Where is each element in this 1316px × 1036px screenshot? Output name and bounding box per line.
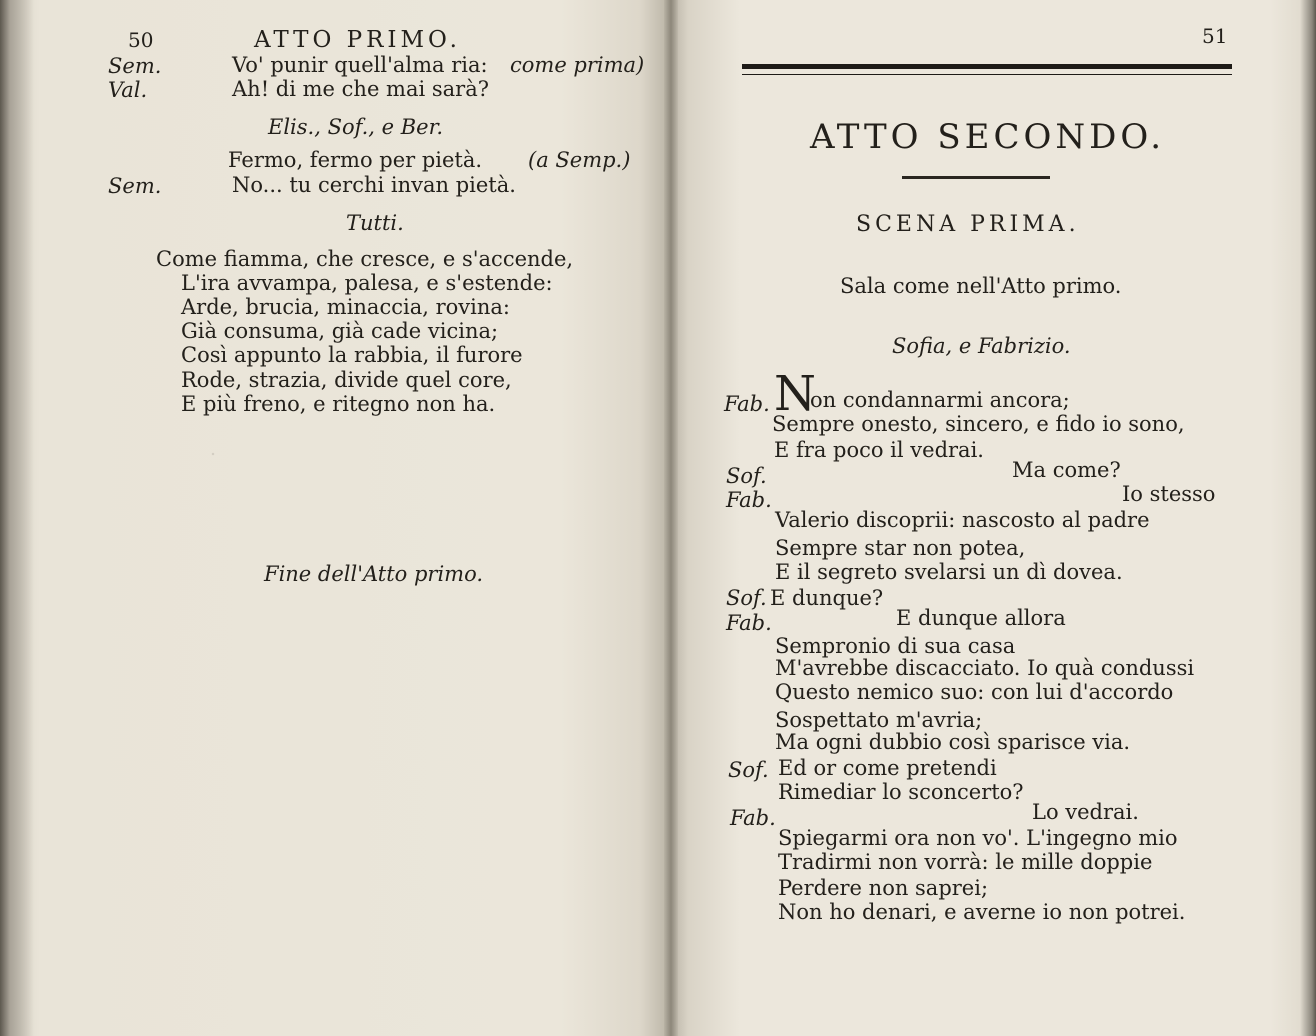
page-number-left: 50 (128, 28, 154, 52)
speaker-label: Sof. (726, 464, 767, 488)
running-head: ATTO PRIMO. (254, 27, 461, 53)
dialogue-line: Non ho denari, e averne io non potrei. (778, 900, 1186, 924)
speaker-label: Sof. (728, 758, 769, 782)
speaker-label: Fab. (724, 392, 770, 416)
tutti-label: Tutti. (346, 211, 404, 235)
dialogue-line: Perdere non saprei; (778, 876, 989, 900)
decorative-rule (742, 64, 1232, 69)
act-title: ATTO SECONDO. (810, 117, 1166, 157)
chorus-line: Arde, brucia, minaccia, rovina: (181, 295, 510, 319)
speaker-label: Sem. (108, 54, 162, 78)
drop-cap: N (774, 366, 816, 422)
dialogue-line: Tradirmi non vorrà: le mille doppie (778, 850, 1153, 874)
fine-atto: Fine dell'Atto primo. (264, 562, 484, 586)
dialogue-line: Rimediar lo sconcerto? (778, 780, 1024, 804)
dialogue-line: M'avrebbe discacciato. Io quà condussi (775, 656, 1195, 680)
chorus-line: Rode, strazia, divide quel core, (181, 368, 512, 392)
speaker-label: Fab. (730, 806, 776, 830)
verse-line: Fermo, fermo per pietà. (228, 148, 483, 172)
verse-line: No... tu cerchi invan pietà. (232, 173, 516, 197)
decorative-rule (742, 74, 1232, 75)
scene-characters: Sofia, e Fabrizio. (892, 334, 1071, 358)
speaker-label: Fab. (726, 611, 772, 635)
dialogue-line: Sempre star non potea, (775, 536, 1026, 560)
page-edge-right (1300, 0, 1316, 1036)
verse-line: Ah! di me che mai sarà? (232, 77, 489, 101)
dialogue-line: Ed or come pretendi (778, 756, 997, 780)
dialogue-line: Questo nemico suo: con lui d'accordo (775, 680, 1174, 704)
dialogue-line: on condannarmi ancora; (810, 388, 1070, 412)
dialogue-line: Sospettato m'avria; (775, 708, 983, 732)
stage-direction: (a Semp.) (528, 148, 631, 172)
dialogue-line: E dunque allora (896, 606, 1066, 630)
dialogue-line: E dunque? (770, 586, 884, 610)
group-speakers: Elis., Sof., e Ber. (268, 115, 444, 139)
chorus-line: L'ira avvampa, palesa, e s'estende: (181, 271, 553, 295)
dialogue-line: Lo vedrai. (1032, 800, 1139, 824)
chorus-line: Come fiamma, che cresce, e s'accende, (156, 247, 574, 271)
dialogue-line: Sempronio di sua casa (775, 634, 1016, 658)
dialogue-line: Sempre onesto, sincero, e fido io sono, (772, 412, 1185, 436)
chorus-line: E più freno, e ritegno non ha. (181, 392, 496, 416)
dialogue-line: Ma ogni dubbio così sparisce via. (775, 730, 1131, 754)
page-edge-left (0, 0, 34, 1036)
dialogue-line: E il segreto svelarsi un dì dovea. (775, 560, 1123, 584)
book-gutter (664, 0, 678, 1036)
speaker-label: Sem. (108, 174, 162, 198)
verse-line: Vo' punir quell'alma ria: (232, 53, 488, 77)
dialogue-line: Ma come? (1012, 458, 1121, 482)
chorus-line: Già consuma, già cade vicina; (181, 319, 499, 343)
speaker-label: Fab. (726, 488, 772, 512)
stage-direction: come prima) (510, 53, 645, 77)
page-number-right: 51 (1202, 24, 1228, 48)
scene-title: SCENA PRIMA. (856, 212, 1080, 237)
speaker-label: Sof. (726, 586, 767, 610)
dialogue-line: E fra poco il vedrai. (774, 438, 984, 462)
dialogue-line: Spiegarmi ora non vo'. L'ingegno mio (778, 826, 1178, 850)
speaker-label: Val. (108, 78, 148, 102)
scene-setting: Sala come nell'Atto primo. (840, 274, 1122, 298)
dialogue-line: Valerio discoprii: nascosto al padre (775, 508, 1150, 532)
left-page: . 50 ATTO PRIMO. Sem. Vo' punir quell'alma ria: come prima) Val. Ah! di me che mai sarà? Elis., Sof., e Ber. Fermo, fermo per pietà. (a Semp.) Sem. No... tu cerchi invan pietà. Tutti. Come fiamma, che cresce, e s'accende, L'ira avvampa, palesa, e s'estende: Arde, brucia, minaccia, rovina: Già consuma, già cade vicina; Così appunto la rabbia, il furore Rode, strazia, divide quel core, E più freno, e ritegno non ha. Fine dell'Atto primo. (0, 0, 670, 1036)
dialogue-line: Io stesso (1122, 482, 1216, 506)
chorus-line: Così appunto la rabbia, il furore (181, 343, 523, 367)
title-rule (902, 176, 1050, 179)
